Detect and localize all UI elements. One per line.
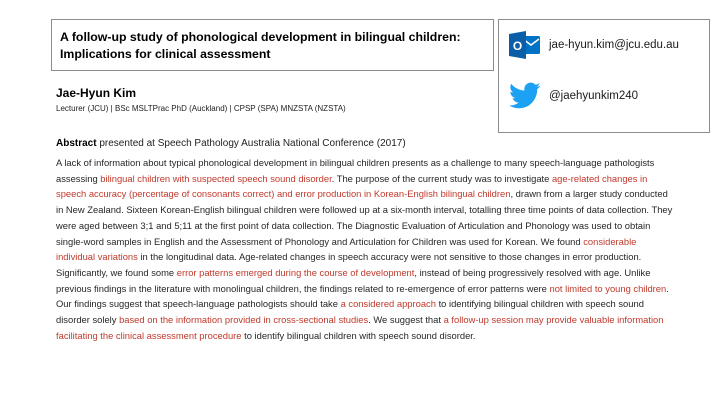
twitter-row <box>509 82 638 110</box>
abstract-text: to identifying bilingual children with speech sound disorder solely <box>56 298 644 326</box>
twitter-handle[interactable]: @jaehyunkim240 <box>549 90 639 102</box>
twitter-bird-icon <box>509 82 541 110</box>
abstract-text: . The purpose of the current study was to investigate <box>331 172 552 184</box>
abstract-text: to identify bilingual children with speech sound disorder. <box>241 329 476 341</box>
abstract-highlight: bilingual children with suspected speech sound disorder <box>100 172 332 184</box>
email-text[interactable]: jae-hyun.kim@jcu.edu.au <box>549 39 679 51</box>
abstract-body <box>56 155 676 343</box>
abstract-highlight: not limited to young children <box>549 282 667 294</box>
abstract-heading <box>56 138 406 149</box>
author-credentials: Lecturer (JCU) | BSc MSLTPrac PhD (Auckland) | CPSP (SPA) MNZSTA (NZSTA) <box>56 104 346 113</box>
title-box <box>51 19 494 71</box>
title-line-2: Implications for clinical assessment <box>60 47 271 61</box>
abstract-highlight: a follow-up session may provide valuable information facilitating the clinical assessment procedure <box>56 314 664 341</box>
abstract-highlight: a considered approach <box>340 298 436 310</box>
email-row <box>509 30 679 60</box>
outlook-icon <box>509 30 541 60</box>
abstract-text: . We suggest that <box>368 314 444 326</box>
abstract-text: in the longitudinal data. Age-related changes in speech accuracy were not sensitive to those changes in error production. Significantly, we found some <box>56 251 642 278</box>
abstract-text: , drawn from a larger study conducted in New Zealand. Sixteen Korean-English bilingual children were followed up at a six-month interval, totalling three time points of data collection. They were aged between 3;1 and 5;11 at the first point of data collection. The Diagnostic Evaluation of Articulation and Phonology was used to obtain single-word samples in English and the Assessment of Phonology and Articulation for Children was used for Korean. We found <box>56 188 673 247</box>
abstract-text: , instead of being progressively resolved with age. Unlike previous findings in the literature with monolingual children, the findings related to re-emergence of error patterns were <box>56 266 651 294</box>
abstract-text: . Our findings suggest that speech-language pathologists should take <box>56 282 669 310</box>
author-name: Jae-Hyun Kim <box>56 86 137 100</box>
abstract-label: Abstract <box>56 138 97 149</box>
title-line-1: A follow-up study of phonological development in bilingual children: <box>60 30 461 44</box>
abstract-highlight: considerable individual variations <box>56 235 637 263</box>
abstract-highlight: age-related changes in speech accuracy (percentage of consonants correct) and error production in Korean-English bilingual children <box>56 172 648 200</box>
contact-box <box>498 19 710 133</box>
abstract-text: A lack of information about typical phonological development in bilingual children presents as a challenge to many speech-language pathologists assessing <box>56 157 655 184</box>
outlook-icon-letter: O <box>512 39 523 53</box>
abstract-highlight: based on the information provided in cross-sectional studies <box>119 314 369 326</box>
abstract-venue: presented at Speech Pathology Australia National Conference (2017) <box>96 138 406 149</box>
abstract-highlight: error patterns emerged during the course of development <box>176 266 415 278</box>
